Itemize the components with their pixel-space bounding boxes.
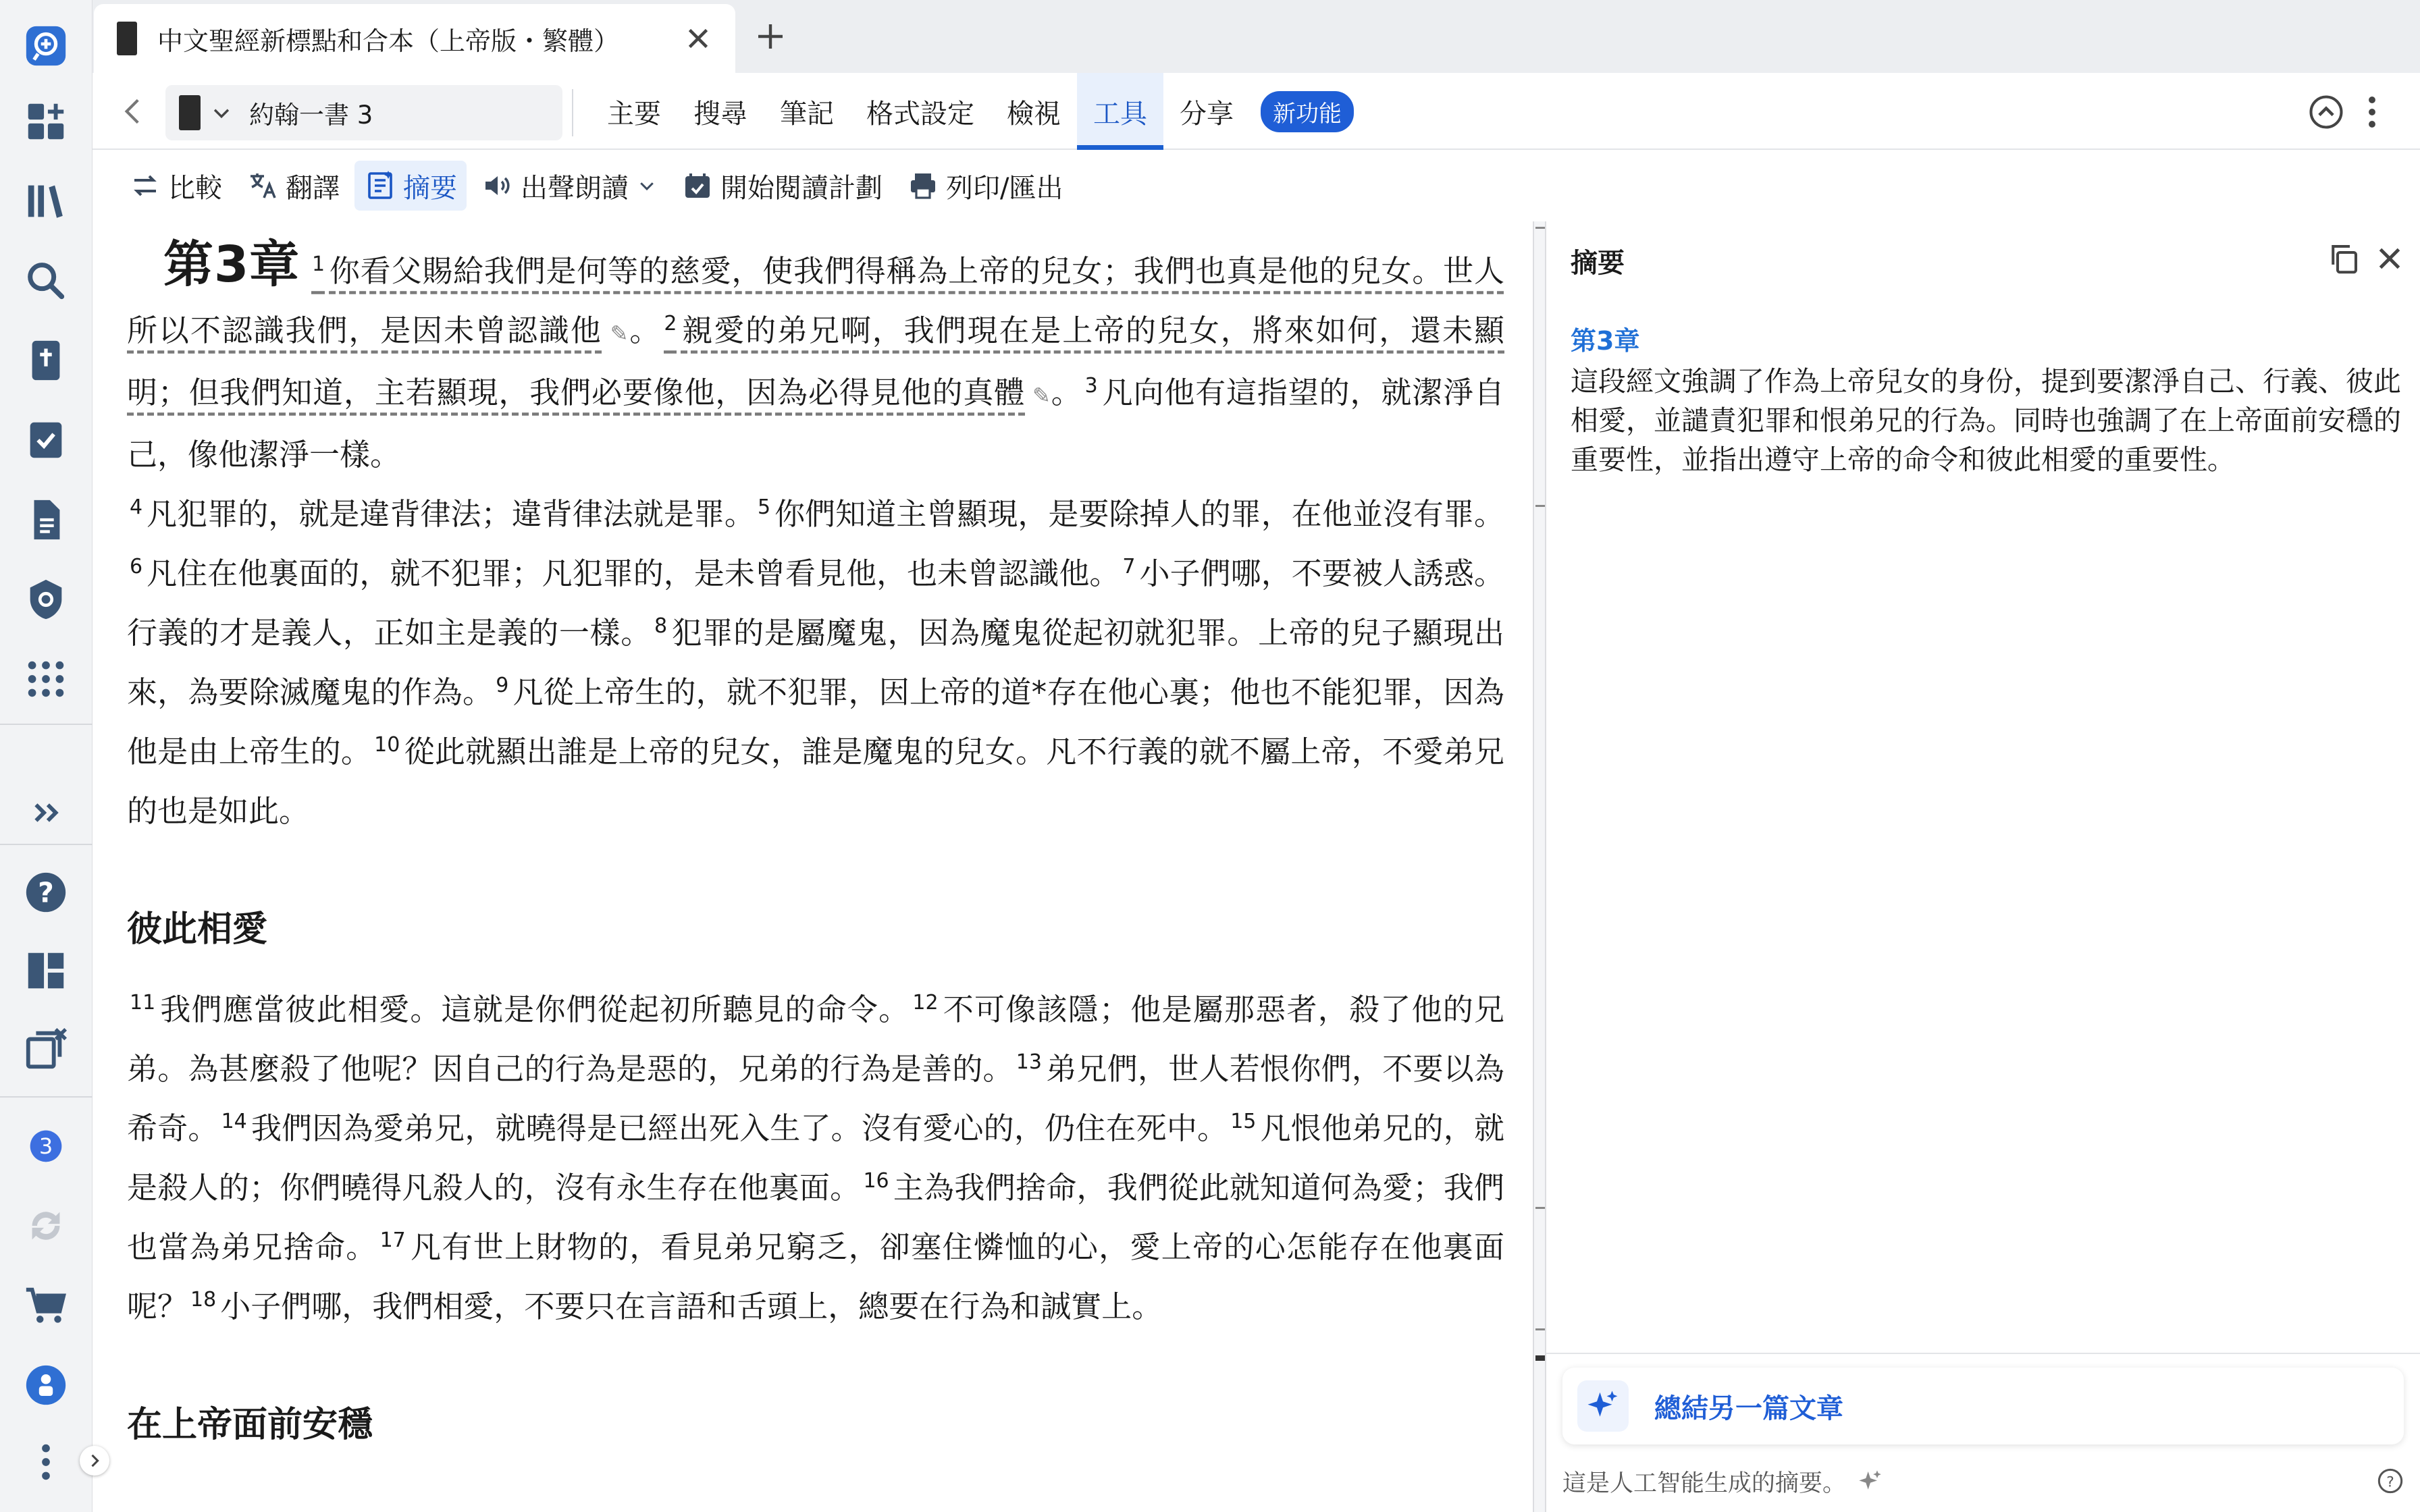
bible-icon[interactable] <box>18 332 74 389</box>
add-tab-icon[interactable] <box>754 20 787 53</box>
compare-label: 比較 <box>168 172 222 204</box>
shield-icon[interactable] <box>18 571 74 628</box>
verse-number: 9 <box>496 674 509 697</box>
reading-plan-label: 開始閱讀計劃 <box>720 172 883 204</box>
translate-icon <box>246 169 279 202</box>
document-icon[interactable] <box>18 491 74 548</box>
verse-number: 1 <box>311 252 325 276</box>
layout-icon[interactable] <box>18 942 74 999</box>
gutter-tick <box>1535 1328 1545 1330</box>
sync-icon[interactable] <box>18 1197 74 1254</box>
summarize-another-button[interactable] <box>1562 1368 2404 1444</box>
print-label: 列印/匯出 <box>946 172 1063 204</box>
ai-disclaimer <box>1562 1465 1884 1498</box>
menu-share[interactable]: 分享 <box>1180 98 1234 130</box>
library-icon[interactable] <box>18 173 74 230</box>
cart-icon[interactable] <box>18 1277 74 1334</box>
verse-number: 18 <box>190 1288 217 1312</box>
book-icon <box>117 22 137 55</box>
add-panel-icon[interactable] <box>18 93 74 150</box>
tab-title: 中文聖經新標點和合本（上帝版・繁體） <box>157 26 620 56</box>
verse-number: 4 <box>130 495 143 519</box>
verse-text: 犯罪的是屬魔鬼，因為魔鬼從起初就犯罪。上帝的兒子顯現出來，為要除滅魔鬼的作為。 <box>127 615 1504 710</box>
close-icon[interactable] <box>681 22 715 55</box>
tab-bible[interactable] <box>94 4 735 73</box>
verse-text: 凡犯罪的，就是違背律法；違背律法就是罪。 <box>147 496 755 532</box>
menu-bar <box>591 73 1354 150</box>
reference-selector[interactable] <box>165 85 562 140</box>
summary-chapter-link[interactable]: 第3章 <box>1571 326 1640 356</box>
copy-icon[interactable] <box>2325 240 2362 277</box>
tools-toolbar <box>93 150 2420 221</box>
verse-number: 17 <box>379 1228 406 1252</box>
panel-title: 摘要 <box>1571 248 1625 279</box>
menu-home[interactable]: 主要 <box>607 98 661 130</box>
rail-divider <box>0 724 93 725</box>
paragraph <box>127 980 1504 1336</box>
left-rail <box>0 0 93 1512</box>
verse-text: 弟兄們，世人若恨你們，不要以為希奇。 <box>127 1051 1504 1146</box>
ai-disclaimer-text: 這是人工智能生成的摘要。 <box>1562 1470 1847 1497</box>
rail-divider <box>0 844 93 845</box>
expand-rail-button[interactable] <box>80 1446 109 1476</box>
menu-tools[interactable]: 工具 <box>1077 73 1163 150</box>
collapse-up-icon[interactable] <box>2308 94 2344 130</box>
notification-badge[interactable] <box>18 1118 74 1174</box>
speaker-icon <box>481 169 514 202</box>
verse-number: 8 <box>654 614 668 638</box>
paragraph: 第3章 $^1$ 你看父賜給我們是何等的慈愛，使我們得稱為上帝的兒女；我們也真是他的兒女。世人所以不認識我們，是因未曾認識他 ✎。 $^2$ 親愛的弟兄啊，我們現在是上帝的兒女，將來如何，還未顯明；但我們知道，主若顯現，我們必要像他，因為必得見他的真體 ✎。 $^3$ 凡向他有這指望的，就潔淨自己，像他潔淨一樣。 <box>127 236 1504 473</box>
reading-plan-button[interactable] <box>672 161 892 211</box>
read-aloud-label: 出聲朗讀 <box>521 172 629 204</box>
tab-bar <box>93 0 2420 73</box>
chevron-down-icon[interactable] <box>210 101 233 124</box>
paragraph <box>127 485 1504 841</box>
chevron-right-icon <box>85 1451 104 1470</box>
verse-number: 13 <box>1016 1050 1042 1074</box>
search-icon[interactable] <box>18 252 74 309</box>
note-pencil-icon[interactable]: ✎ <box>602 321 629 346</box>
back-icon[interactable] <box>117 94 151 128</box>
more-vertical-icon[interactable] <box>2362 94 2382 130</box>
sparkle-icon <box>1577 1380 1629 1432</box>
calendar-check-icon <box>681 169 714 202</box>
chapter-heading: 第3章 <box>163 236 300 294</box>
nav-divider <box>572 89 573 136</box>
search-bible-icon[interactable] <box>18 18 74 74</box>
panel-divider <box>1546 1353 2420 1354</box>
compare-button[interactable] <box>120 161 232 211</box>
verse-text: 我們應當彼此相愛。這就是你們從起初所聽見的命令。 <box>159 992 910 1027</box>
apps-grid-icon[interactable] <box>18 651 74 707</box>
verse-number: 7 <box>1122 555 1136 578</box>
summary-panel <box>1546 221 2420 1512</box>
menu-view[interactable]: 檢視 <box>1007 98 1061 130</box>
verse-text: 凡向他有這指望的，就潔淨自己，像他潔淨一樣。 <box>127 375 1504 473</box>
reader-content <box>127 235 1504 1476</box>
verse-number: 5 <box>757 495 771 519</box>
book-icon <box>179 95 201 130</box>
bible-reader <box>93 221 1533 1512</box>
close-icon[interactable] <box>2371 240 2408 277</box>
gutter-tick <box>1535 1207 1545 1209</box>
verse[interactable] <box>188 1289 1162 1324</box>
verse-text: 凡恨他弟兄的，就是殺人的；你們曉得凡殺人的，沒有永生存在他裏面。 <box>127 1110 1504 1206</box>
printer-icon <box>907 169 939 202</box>
verse-text: 我們因為愛弟兄，就曉得是已經出死入生了。沒有愛心的，仍住在死中。 <box>251 1110 1228 1146</box>
summarize-another-label: 總結另一篇文章 <box>1654 1393 1843 1424</box>
verse-number: 12 <box>912 991 939 1015</box>
verse-text: 小子們哪，我們相愛，不要只在言語和舌頭上，總要在行為和誠實上。 <box>220 1289 1163 1324</box>
verse-text: 你看父賜給我們是何等的慈愛，使我們得稱為上帝的兒女；我們也真是他的兒女。世人所以不認識我們，是因未曾認識他 <box>127 253 1504 348</box>
verse[interactable] <box>755 496 1504 532</box>
compare-icon <box>129 169 161 202</box>
verse-text: 不可像該隱；他是屬那惡者，殺了他的兄弟。為甚麼殺了他呢？因自己的行為是惡的，兄弟的行為是善的。 <box>127 992 1504 1087</box>
notification-count: 3 <box>38 1133 53 1159</box>
sparkle-icon <box>1857 1468 1884 1495</box>
gutter-tick <box>1535 505 1545 507</box>
read-aloud-button[interactable] <box>472 161 666 211</box>
verse-text: 從此就顯出誰是上帝的兒女，誰是魔鬼的兒女。凡不行義的就不屬上帝，不愛弟兄的也是如此。 <box>127 734 1504 829</box>
rail-divider <box>0 1096 93 1098</box>
menu-format[interactable]: 格式設定 <box>866 98 974 130</box>
svg-text:?: ? <box>2386 1474 2394 1491</box>
summary-text: 這段經文強調了作為上帝兒女的身份，提到要潔淨自己、行義、彼此相愛，並譴責犯罪和恨弟兄的行為。同時也強調了在上帝面前安穩的重要性，並指出遵守上帝的命令和彼此相愛的重要性。 <box>1571 365 2401 476</box>
menu-notes[interactable]: 筆記 <box>780 98 834 130</box>
new-features-badge[interactable]: 新功能 <box>1261 91 1354 132</box>
more-vertical-icon[interactable] <box>18 1434 74 1490</box>
translate-button[interactable] <box>237 161 349 211</box>
summary-label: 摘要 <box>403 172 457 204</box>
note-pencil-icon[interactable]: ✎ <box>1025 383 1051 408</box>
svg-text:?: ? <box>38 876 54 909</box>
reference-text[interactable]: 約翰一書 3 <box>249 101 373 130</box>
verse-number: 15 <box>1230 1110 1257 1133</box>
verse-number: 3 <box>1084 374 1098 398</box>
verse-number: 11 <box>130 991 156 1015</box>
summary-button[interactable] <box>354 161 467 211</box>
help-icon[interactable] <box>2377 1467 2404 1494</box>
account-icon[interactable] <box>18 1357 74 1413</box>
summary-icon <box>364 169 396 202</box>
verse[interactable] <box>219 1110 1228 1146</box>
verse-text: 凡有世上財物的，看見弟兄窮乏，卻塞住憐恤的心，愛上帝的心怎能存在他裏面呢？ <box>127 1229 1504 1324</box>
verse-number: 6 <box>130 555 143 578</box>
expand-rail-icon[interactable] <box>18 784 74 841</box>
nav-bar <box>93 73 2420 150</box>
section-heading: 在上帝面前安穩 <box>127 1405 373 1445</box>
verse-text: 親愛的弟兄啊，我們現在是上帝的兒女，將來如何，還未顯明；但我們知道，主若顯現，我們必要像他，因為必得見他的真體 <box>127 313 1504 410</box>
verse-number: 10 <box>374 733 400 757</box>
verse-text: 主為我們捨命，我們從此就知道何為愛；我們也當為弟兄捨命。 <box>127 1170 1504 1265</box>
gutter-marker <box>1535 1355 1545 1361</box>
verse-number: 14 <box>221 1110 247 1133</box>
chevron-down-icon <box>637 176 657 196</box>
verse[interactable] <box>127 556 1120 591</box>
verse-number: 2 <box>664 312 677 335</box>
verse-text: 你們知道主曾顯現，是要除掉人的罪，在他並沒有罪。 <box>774 496 1504 532</box>
pane-splitter[interactable] <box>1533 221 1546 1512</box>
print-button[interactable] <box>897 161 1072 211</box>
menu-search[interactable]: 搜尋 <box>693 98 747 130</box>
verse-text: 凡從上帝生的，就不犯罪，因上帝的道*存在他心裏；他也不能犯罪，因為他是由上帝生的。 <box>127 674 1504 770</box>
verse-number: 16 <box>863 1169 889 1193</box>
help-icon[interactable] <box>18 864 74 921</box>
translate-label: 翻譯 <box>286 172 340 204</box>
verse-text: 凡住在他裏面的，就不犯罪；凡犯罪的，是未曾看見他，也未曾認識他。 <box>147 556 1120 591</box>
section-heading: 彼此相愛 <box>127 909 268 950</box>
reading-plan-icon[interactable] <box>18 412 74 468</box>
verse[interactable] <box>127 496 755 532</box>
close-panels-icon[interactable] <box>18 1021 74 1077</box>
verse-text: 小子們哪，不要被人誘惑。行義的才是義人，正如主是義的一樣。 <box>127 556 1504 651</box>
verse[interactable] <box>127 992 910 1027</box>
gutter-tick <box>1535 227 1545 229</box>
